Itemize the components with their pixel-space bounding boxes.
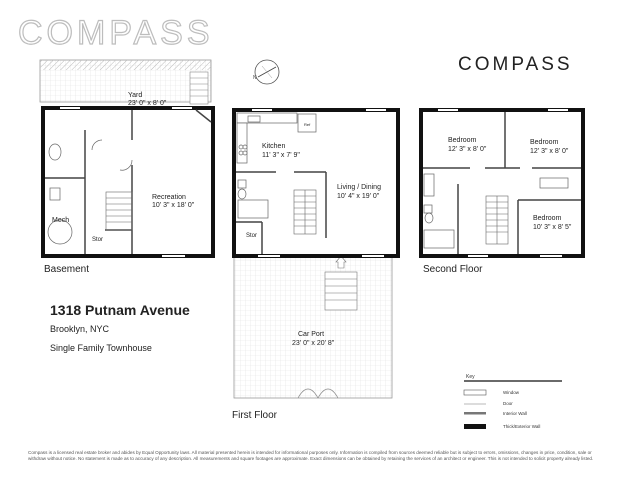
listing-type: Single Family Townhouse <box>50 343 152 353</box>
bedroom3-label: Bedroom <box>533 215 562 222</box>
second-floor-plan <box>421 110 583 256</box>
brand-logo: COMPASS <box>458 54 573 75</box>
living-dims: 10' 4" x 19' 0" <box>337 193 380 200</box>
yard-fence <box>40 60 211 70</box>
key-door-label: Door <box>503 401 513 406</box>
listing-address: 1318 Putnam Avenue <box>50 302 190 318</box>
recreation-dims: 10' 3" x 18' 0" <box>152 202 195 209</box>
key-window-swatch <box>464 390 486 395</box>
bedroom1-dims: 12' 3" x 8' 0" <box>448 146 487 153</box>
bedroom2-label: Bedroom <box>530 139 559 146</box>
first-floor-plan <box>234 60 398 398</box>
key-exterior-wall-label: Thick/Exterior Wall <box>503 424 541 429</box>
recreation-label: Recreation <box>152 194 186 201</box>
bedroom2-dims: 12' 3" x 8' 0" <box>530 148 569 155</box>
disclaimer: Compass is a licensed real estate broker and abides by Equal Opportunity laws. All material presented herein is intended for informational purposes only. Information is compiled from sources deemed reliable but is subject to errors, omissions, changes in price, condition, sale or withdraw without notice. No statement is made as to accuracy of any description. All measurements and square footages are approximate. Exact dimensions can be obtained by retaining the services of an architect or engineer. This is not intended to solicit property already listed. <box>28 450 594 461</box>
living-label: Living / Dining <box>337 184 381 191</box>
basement-plan <box>40 60 213 256</box>
compass-rose <box>253 60 279 84</box>
key-exterior-wall-swatch <box>464 424 486 429</box>
first-floor-label: First Floor <box>232 410 277 421</box>
key-title: Key <box>466 374 475 380</box>
carport-label: Car Port <box>298 331 325 338</box>
carport-dims: 23' 0" x 20' 8" <box>292 340 335 347</box>
basement-floor-label: Basement <box>44 264 90 275</box>
legend-key <box>464 381 562 429</box>
second-floor-label: Second Floor <box>423 264 483 275</box>
yard-dims: 23' 0" x 8' 0" <box>128 100 167 107</box>
first-stor-label: Stor <box>246 233 258 239</box>
watermark: COMPASS <box>18 14 214 52</box>
key-window-label: Window <box>503 390 520 395</box>
ref-label: Ref <box>304 122 311 127</box>
carport-area <box>234 252 392 398</box>
basement-stor-label: Stor <box>92 237 104 243</box>
mech-label: Mech <box>52 217 70 224</box>
bedroom3-dims: 10' 3" x 8' 5" <box>533 224 572 231</box>
yard-stair <box>190 72 208 104</box>
yard-label: Yard <box>128 92 143 99</box>
bedroom1-label: Bedroom <box>448 137 477 144</box>
key-interior-wall-swatch <box>464 412 486 415</box>
kitchen-dims: 11' 3" x 7' 9" <box>262 152 300 159</box>
kitchen-label: Kitchen <box>262 143 286 150</box>
listing-city: Brooklyn, NYC <box>50 324 110 334</box>
key-interior-wall-label: Interior Wall <box>503 411 527 416</box>
compass-north-label: N <box>253 75 257 81</box>
